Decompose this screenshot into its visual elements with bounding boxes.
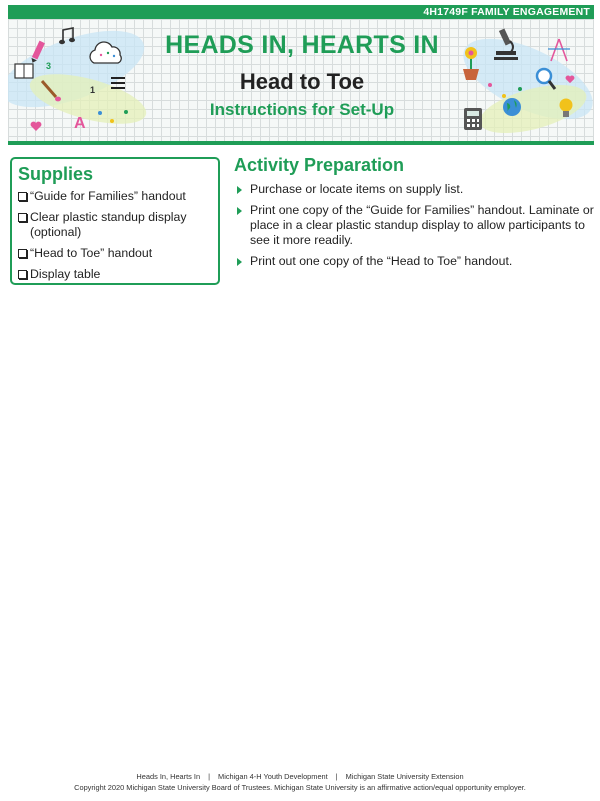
supply-item (18, 210, 218, 240)
preparation-step (234, 203, 594, 248)
supply-item-label: “Head to Toe” handout (30, 246, 153, 260)
footer-credit: Heads In, Hearts In (136, 772, 201, 781)
supply-item-label: Display table (30, 267, 101, 281)
supplies-list (18, 189, 218, 288)
footer-credit: Michigan 4-H Youth Development (218, 772, 328, 781)
list-icon (110, 75, 126, 93)
checkbox-icon (18, 192, 27, 201)
book-icon (14, 63, 34, 79)
footer-separator: | (208, 772, 211, 781)
lightbulb-icon (558, 97, 574, 119)
pencil-icon (30, 39, 46, 65)
footer-copyright: Copyright 2020 Michigan State University Board of Trustees. Michigan State University is an affirmative action/equal opportunity employer. (74, 783, 526, 792)
magnifier-icon (535, 67, 557, 91)
cloud-icon (86, 41, 126, 67)
dots-decoration (486, 81, 526, 101)
heart-icon (30, 121, 42, 132)
preparation-step-text: Print out one copy of the “Head to Toe” handout. (250, 254, 513, 268)
supply-item (18, 246, 218, 261)
activity-preparation-section (234, 155, 594, 275)
preparation-step (234, 254, 594, 269)
publication-code-label: 4H1749F FAMILY ENGAGEMENT (423, 6, 590, 18)
supply-item-label: Clear plastic standup display (optional) (30, 210, 187, 239)
music-note-icon (58, 27, 76, 47)
supplies-heading: Supplies (18, 164, 94, 184)
compass-icon (546, 37, 572, 63)
page-footer (0, 771, 600, 793)
banner-bottom-rule (8, 141, 594, 145)
flower-pot-icon (460, 45, 482, 81)
supplies-box (10, 157, 220, 285)
footer-credits (0, 771, 600, 782)
preparation-step (234, 182, 594, 197)
bullet-arrow-icon (237, 258, 242, 266)
preparation-step-text: Purchase or locate items on supply list. (250, 182, 464, 196)
supply-item (18, 189, 218, 204)
footer-separator: | (335, 772, 338, 781)
banner-number-three: 3 (46, 61, 52, 71)
preparation-steps-list (234, 182, 594, 269)
bullet-arrow-icon (237, 207, 242, 215)
page-subtitle: Instructions for Set-Up (209, 100, 395, 119)
letter-a-icon: A (74, 115, 86, 132)
paintbrush-icon (38, 77, 62, 103)
heart-icon (565, 75, 575, 84)
footer-credit: Michigan State University Extension (345, 772, 464, 781)
preparation-step-text: Print one copy of the “Guide for Families” handout. Laminate or place in a clear plastic standup display to allow participants to see it more readily. (250, 203, 594, 247)
checkbox-icon (18, 213, 27, 222)
activity-preparation-heading: Activity Preparation (234, 155, 405, 175)
publication-code-bar (8, 5, 594, 19)
bullet-arrow-icon (237, 186, 242, 194)
banner-number-one: 1 (90, 85, 96, 95)
page-title: Head to Toe (239, 69, 365, 94)
calculator-icon (463, 107, 483, 131)
header-banner (8, 19, 594, 141)
microscope-icon (490, 27, 520, 61)
supply-item (18, 267, 218, 282)
series-title: HEADS IN, HEARTS IN (165, 31, 439, 59)
checkbox-icon (18, 249, 27, 258)
supply-item-label: “Guide for Families” handout (30, 189, 186, 203)
checkbox-icon (18, 270, 27, 279)
dots-decoration (96, 107, 136, 127)
